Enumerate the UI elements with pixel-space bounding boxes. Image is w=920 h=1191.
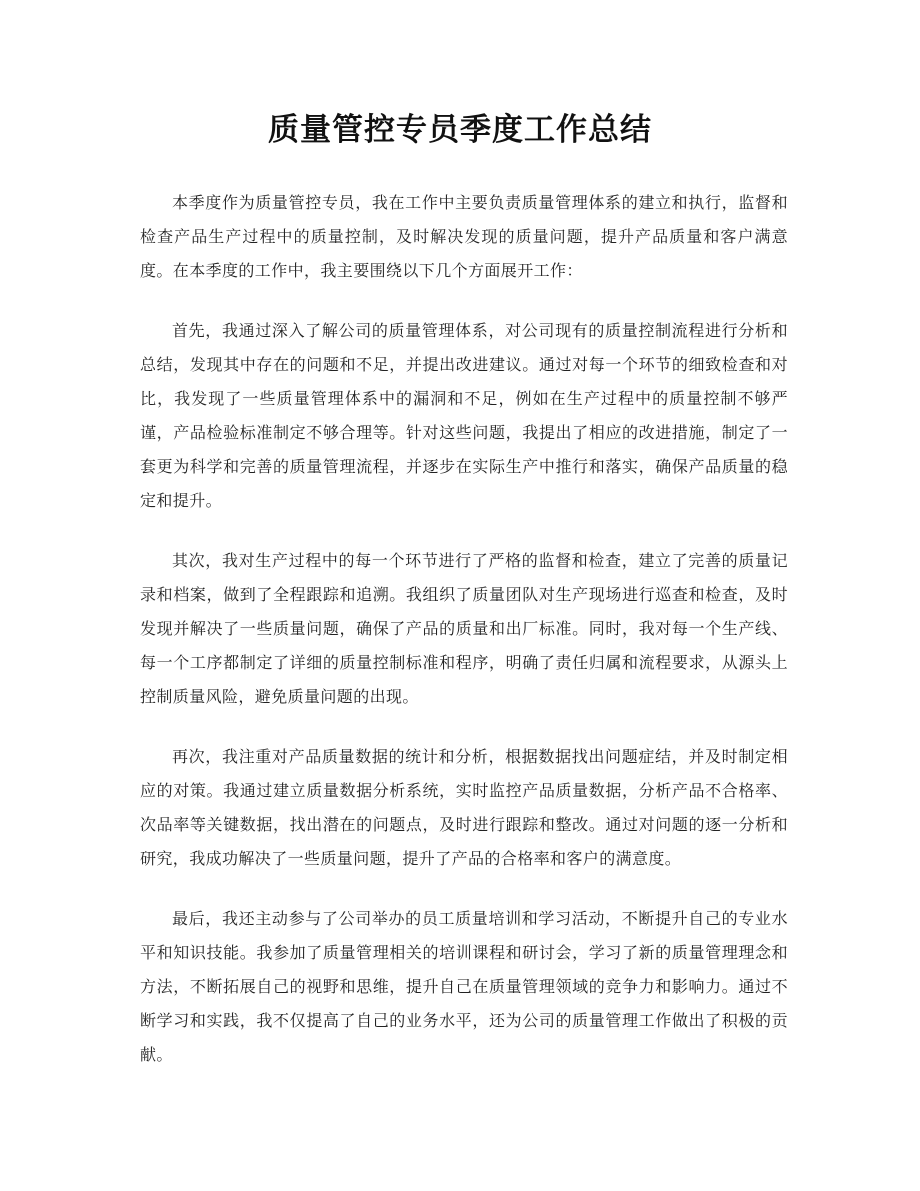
paragraph-intro: 本季度作为质量管控专员，我在工作中主要负责质量管理体系的建立和执行，监督和检查产品生产过程中的质量控制，及时解决发现的质量问题，提升产品质量和客户满意度。在本季度的工作中，我主要围绕以下几个方面展开工作： bbox=[140, 193, 788, 280]
paragraph-first: 首先，我通过深入了解公司的质量管理体系，对公司现有的质量控制流程进行分析和总结，发现其中存在的问题和不足，并提出改进建议。通过对每一个环节的细致检查和对比，我发现了一些质量管理体系中的漏洞和不足，例如在生产过程中的质量控制不够严谨，产品检验标准制定不够合理等。针对这些问题，我提出了相应的改进措施，制定了一套更为科学和完善的质量管理流程，并逐步在实际生产中推行和落实，确保产品质量的稳定和提升。 bbox=[140, 321, 788, 510]
document-title: 质量管控专员季度工作总结 bbox=[268, 112, 652, 148]
paragraph-second: 其次，我对生产过程中的每一个环节进行了严格的监督和检查，建立了完善的质量记录和档案，做到了全程跟踪和追溯。我组织了质量团队对生产现场进行巡查和检查，及时发现并解决了一些质量问题，确保了产品的质量和出厂标准。同时，我对每一个生产线、每一个工序都制定了详细的质量控制标准和程序，明确了责任归属和流程要求，从源头上控制质量风险，避免质量问题的出现。 bbox=[140, 551, 788, 706]
paragraph-last: 最后，我还主动参与了公司举办的员工质量培训和学习活动，不断提升自己的专业水平和知识技能。我参加了质量管理相关的培训课程和研讨会，学习了新的质量管理理念和方法，不断拓展自己的视野和思维，提升自己在质量管理领域的竞争力和影响力。通过不断学习和实践，我不仅提高了自己的业务水平，还为公司的质量管理工作做出了积极的贡献。 bbox=[140, 909, 788, 1064]
document-body bbox=[140, 186, 788, 1098]
paragraph-third: 再次，我注重对产品质量数据的统计和分析，根据数据找出问题症结，并及时制定相应的对策。我通过建立质量数据分析系统，实时监控产品质量数据，分析产品不合格率、次品率等关键数据，找出潜在的问题点，及时进行跟踪和整改。通过对问题的逐一分析和研究，我成功解决了一些质量问题，提升了产品的合格率和客户的满意度。 bbox=[140, 747, 788, 868]
